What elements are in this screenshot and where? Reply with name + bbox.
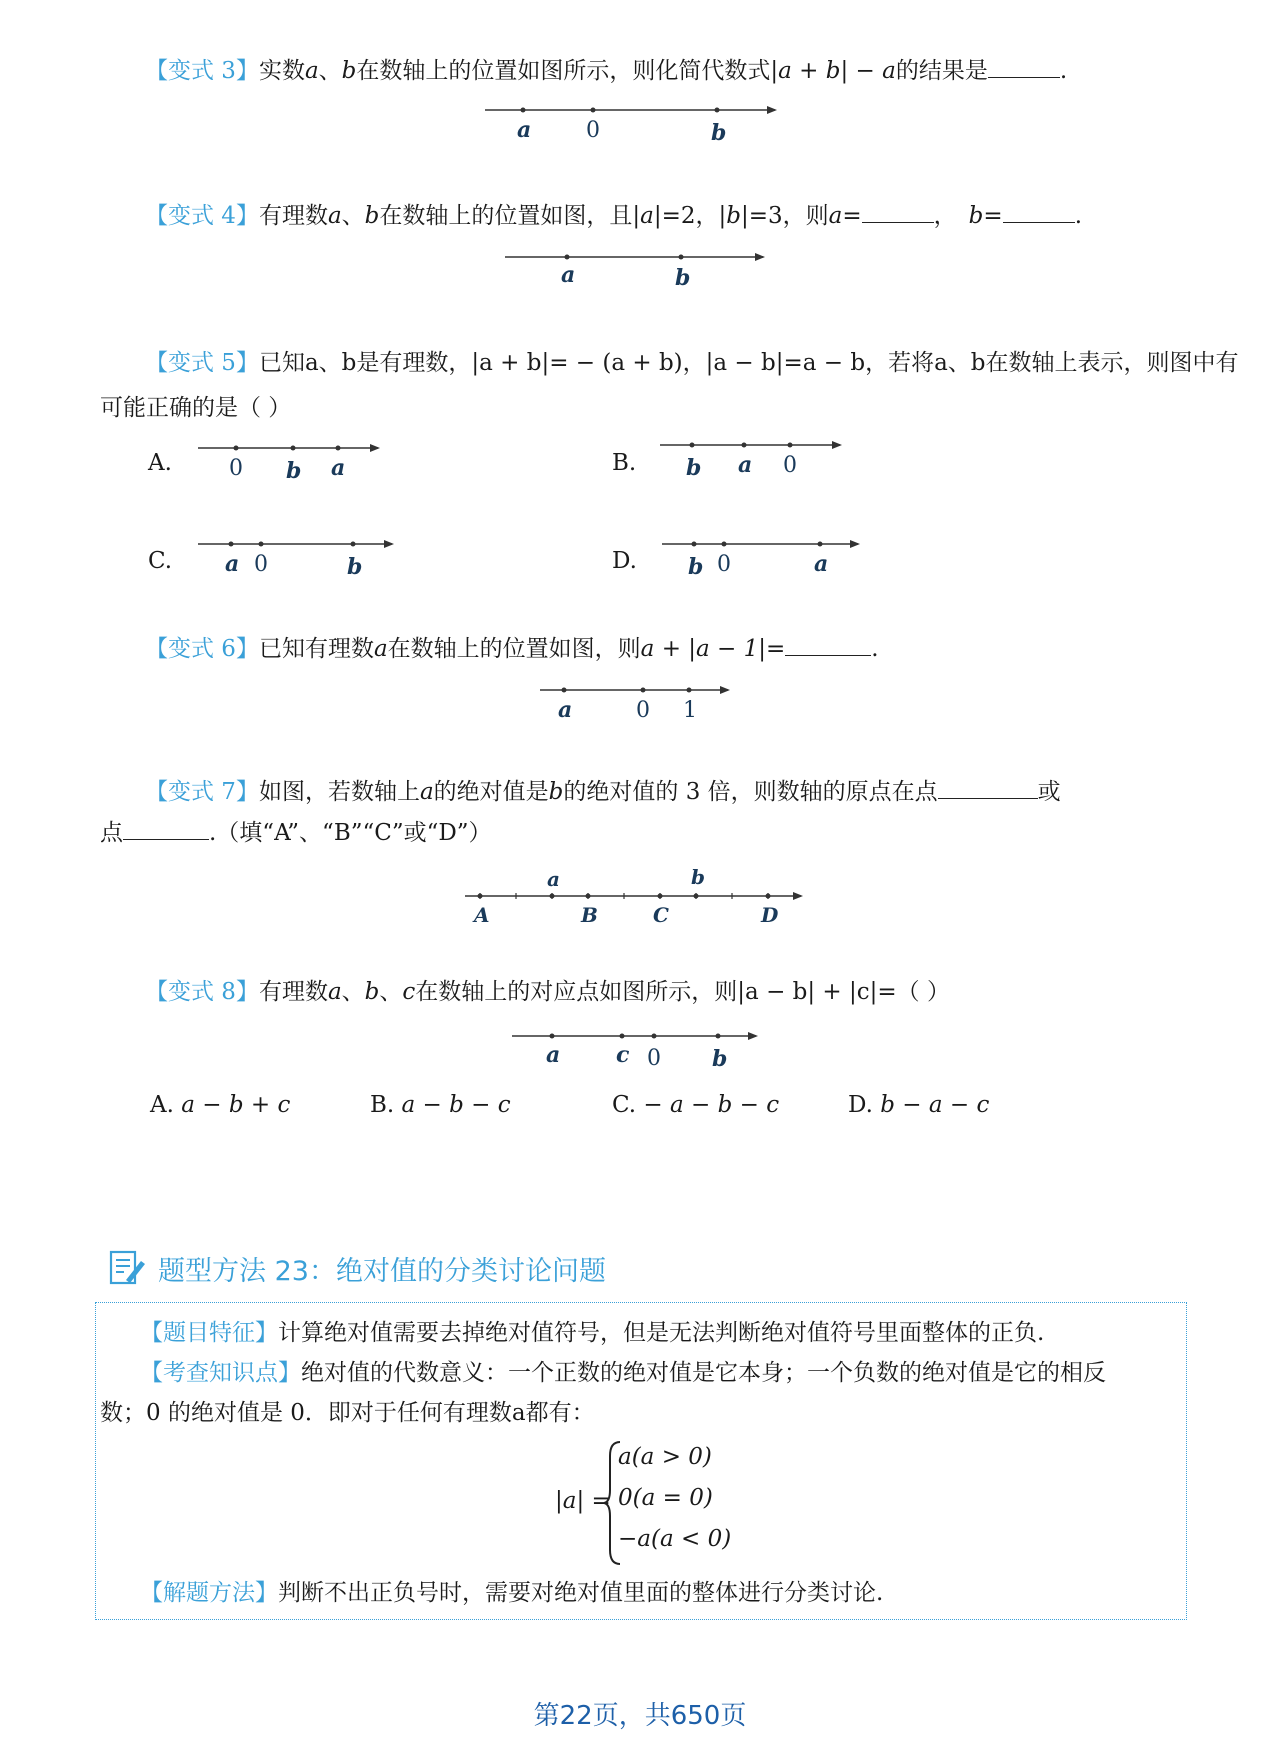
- svg-text:b: b: [286, 458, 302, 484]
- q8-number-line: [512, 1021, 772, 1071]
- svg-text:a: a: [738, 452, 753, 478]
- q5-line1: 【变式 5】已知a、b是有理数，|a + b|= − (a + b)，|a − b|=a − b，若将a、b在数轴上表示，则图中有: [145, 350, 1239, 376]
- svg-text:0: 0: [783, 453, 797, 478]
- q8-option-c[interactable]: C. − a − b − c: [612, 1092, 780, 1118]
- q6-answer-blank[interactable]: [785, 633, 871, 656]
- q3-label-0: 0: [586, 118, 600, 143]
- section-title: 题型方法 23：绝对值的分类讨论问题: [158, 1255, 606, 1287]
- q4-label-a: a: [561, 262, 576, 288]
- q5-option-a[interactable]: A.: [148, 450, 172, 476]
- q6-number-line: [540, 675, 760, 725]
- svg-text:b: b: [691, 865, 705, 889]
- q3-number-line: [485, 95, 785, 145]
- formula-case-3: −a(a < 0): [618, 1526, 732, 1552]
- q4-tag: 【变式 4】: [145, 203, 259, 229]
- q8-option-a[interactable]: A. a − b + c: [150, 1092, 291, 1118]
- feature-line: 【题目特征】计算绝对值需要去掉绝对值符号，但是无法判断绝对值符号里面整体的正负.: [140, 1320, 1045, 1346]
- svg-text:1: 1: [683, 698, 697, 723]
- knowledge-line1: 【考查知识点】绝对值的代数意义：一个正数的绝对值是它本身；一个负数的绝对值是它的相反: [140, 1360, 1106, 1386]
- q6-text: 【变式 6】已知有理数a在数轴上的位置如图，则a + |a − 1|= .: [145, 633, 879, 664]
- q5-line2: 可能正确的是（ ）: [100, 395, 292, 421]
- svg-text:a: a: [814, 551, 829, 577]
- q5-option-b[interactable]: B.: [612, 450, 637, 476]
- svg-text:0: 0: [717, 552, 731, 577]
- q3-label-a: a: [517, 117, 532, 143]
- svg-text:0: 0: [254, 552, 268, 577]
- q7-number-line: [465, 866, 825, 946]
- formula-case-2: 0(a = 0): [618, 1485, 713, 1511]
- svg-text:c: c: [616, 1042, 630, 1068]
- q3-text: 【变式 3】实数a、b在数轴上的位置如图所示，则化简代数式|a + b| − a的结果是 .: [145, 55, 1067, 86]
- edit-note-icon: [108, 1249, 148, 1287]
- q4-answer-blank-b[interactable]: [1003, 200, 1075, 223]
- section-heading: [108, 1246, 606, 1290]
- knowledge-line2: 数；0 的绝对值是 0．即对于任何有理数a都有：: [100, 1400, 595, 1426]
- svg-text:0: 0: [647, 1046, 661, 1071]
- svg-text:A: A: [474, 903, 490, 927]
- q8-text: 【变式 8】有理数a、b、c在数轴上的对应点如图所示，则|a − b| + |c|=（ ）: [145, 979, 950, 1005]
- formula-lhs: |a| =: [555, 1488, 611, 1514]
- q7-line2: 点 .（填“A”、“B”“C”或“D”）: [100, 817, 492, 848]
- q4-text: 【变式 4】有理数a、b在数轴上的位置如图，且|a|=2，|b|=3，则a= ， b= .: [145, 200, 1082, 231]
- svg-text:b: b: [347, 554, 363, 580]
- q5-option-d-number-line: [662, 534, 882, 584]
- q6-tag: 【变式 6】: [145, 636, 259, 662]
- q7-answer-blank-2[interactable]: [123, 817, 209, 840]
- q3-tag: 【变式 3】: [145, 58, 259, 84]
- q8-tag: 【变式 8】: [145, 979, 259, 1005]
- q8-option-b[interactable]: B. a − b − c: [370, 1092, 511, 1118]
- method-line: 【解题方法】判断不出正负号时，需要对绝对值里面的整体进行分类讨论.: [140, 1580, 884, 1606]
- svg-text:a: a: [331, 455, 346, 481]
- svg-text:0: 0: [229, 456, 243, 481]
- svg-text:a: a: [225, 551, 240, 577]
- svg-text:D: D: [761, 903, 779, 927]
- q3-label-b: b: [711, 120, 727, 146]
- q5-option-a-number-line: [198, 438, 398, 488]
- q4-label-b: b: [675, 265, 691, 291]
- page-indicator: 第22页，共650页: [533, 1701, 747, 1731]
- q5-option-b-number-line: [660, 435, 860, 485]
- svg-text:a: a: [558, 697, 573, 723]
- svg-text:b: b: [686, 455, 702, 481]
- svg-text:B: B: [581, 903, 598, 927]
- q5-tag: 【变式 5】: [145, 350, 259, 376]
- q3-answer-blank[interactable]: [988, 55, 1060, 78]
- q7-answer-blank-1[interactable]: [938, 776, 1038, 799]
- q5-option-c[interactable]: C.: [148, 548, 173, 574]
- q5-option-c-number-line: [198, 534, 418, 584]
- svg-text:b: b: [688, 554, 704, 580]
- svg-text:0: 0: [636, 698, 650, 723]
- q7-line1: 【变式 7】如图，若数轴上a的绝对值是b的绝对值的 3 倍，则数轴的原点在点 或: [145, 776, 1061, 807]
- q5-option-d[interactable]: D.: [612, 548, 637, 574]
- q4-answer-blank-a[interactable]: [862, 200, 934, 223]
- q4-number-line: [505, 242, 805, 292]
- q7-tag: 【变式 7】: [145, 779, 259, 805]
- q8-option-d[interactable]: D. b − a − c: [848, 1092, 990, 1118]
- formula-case-1: a(a > 0): [618, 1444, 712, 1470]
- svg-text:b: b: [712, 1046, 728, 1072]
- svg-text:a: a: [547, 867, 560, 891]
- svg-text:a: a: [546, 1042, 561, 1068]
- svg-text:C: C: [653, 903, 669, 927]
